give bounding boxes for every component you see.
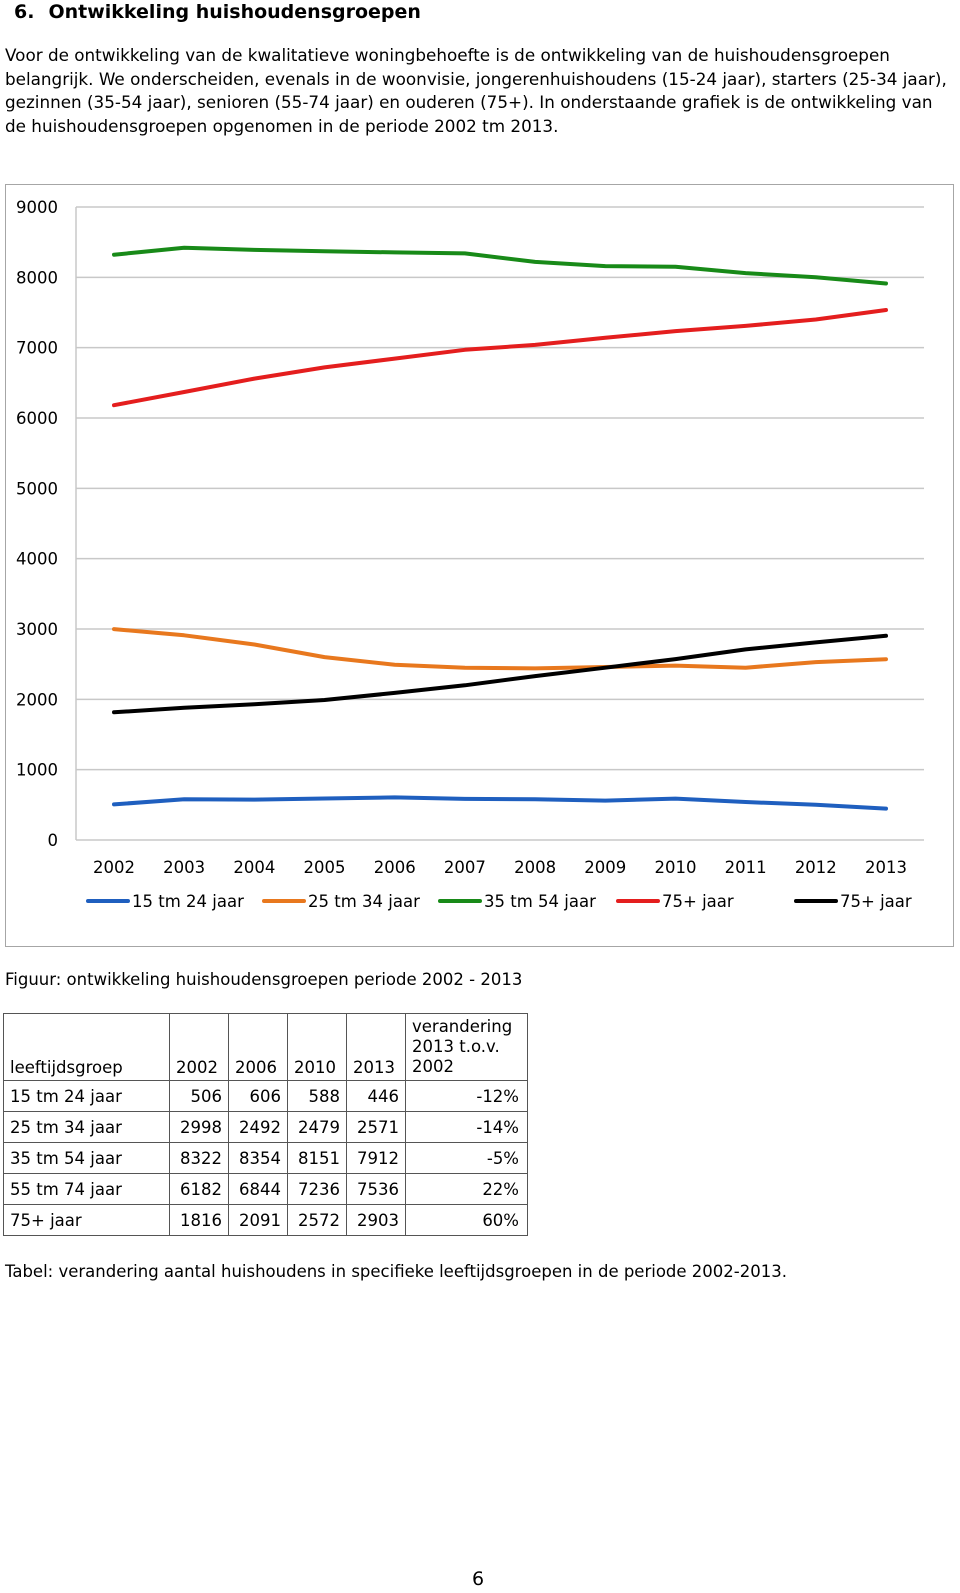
y-tick-label: 9000 <box>16 198 58 217</box>
table-row <box>4 1081 528 1112</box>
cell-verandering: 60% <box>406 1205 528 1236</box>
table-row <box>4 1112 528 1143</box>
households-table <box>3 1013 528 1236</box>
header-verandering: verandering 2013 t.o.v. 2002 <box>406 1014 528 1081</box>
y-tick-label: 7000 <box>16 338 58 358</box>
x-tick-label: 2005 <box>303 858 346 877</box>
cell-verandering: -14% <box>406 1112 528 1143</box>
cell-leeftijdsgroep: 15 tm 24 jaar <box>4 1081 170 1112</box>
y-tick-label: 6000 <box>16 409 58 428</box>
table-row <box>4 1174 528 1205</box>
table-caption: Tabel: verandering aantal huishoudens in specifieke leeftijdsgroepen in de periode 2002-2013. <box>5 1262 787 1281</box>
cell-value: 2571 <box>347 1112 406 1143</box>
legend-label-3: 75+ jaar <box>662 892 734 911</box>
legend-label-0: 15 tm 24 jaar <box>132 892 244 911</box>
cell-value: 2903 <box>347 1205 406 1236</box>
x-tick-label: 2003 <box>163 858 206 877</box>
section-number: 6. <box>14 1 35 23</box>
legend-label-2: 35 tm 54 jaar <box>484 892 596 911</box>
cell-value: 506 <box>170 1081 229 1112</box>
x-tick-label: 2011 <box>724 858 767 877</box>
y-tick-label: 4000 <box>16 549 58 569</box>
cell-value: 2572 <box>288 1205 347 1236</box>
cell-value: 8322 <box>170 1143 229 1174</box>
cell-value: 446 <box>347 1081 406 1112</box>
y-tick-label: 1000 <box>16 760 58 780</box>
cell-value: 2479 <box>288 1112 347 1143</box>
section-title: Ontwikkeling huishoudensgroepen <box>48 1 421 23</box>
x-tick-label: 2012 <box>794 858 837 877</box>
cell-leeftijdsgroep: 55 tm 74 jaar <box>4 1174 170 1205</box>
x-tick-label: 2004 <box>233 858 276 877</box>
cell-value: 2998 <box>170 1112 229 1143</box>
y-tick-label: 5000 <box>16 479 58 499</box>
cell-leeftijdsgroep: 75+ jaar <box>4 1205 170 1236</box>
header-2006: 2006 <box>229 1014 288 1081</box>
cell-leeftijdsgroep: 25 tm 34 jaar <box>4 1112 170 1143</box>
cell-value: 6182 <box>170 1174 229 1205</box>
series-line-0 <box>114 797 886 808</box>
cell-value: 7536 <box>347 1174 406 1205</box>
cell-value: 7236 <box>288 1174 347 1205</box>
cell-value: 2492 <box>229 1112 288 1143</box>
header-2010: 2010 <box>288 1014 347 1081</box>
section-heading <box>14 0 421 24</box>
x-tick-label: 2009 <box>584 858 627 877</box>
y-tick-label: 2000 <box>16 690 58 710</box>
y-tick-label: 0 <box>47 831 58 850</box>
x-tick-label: 2006 <box>373 858 416 877</box>
cell-value: 6844 <box>229 1174 288 1205</box>
chart-svg <box>6 185 955 948</box>
cell-verandering: -12% <box>406 1081 528 1112</box>
x-tick-label: 2013 <box>865 858 907 877</box>
cell-value: 606 <box>229 1081 288 1112</box>
figure-caption: Figuur: ontwikkeling huishoudensgroepen periode 2002 - 2013 <box>5 970 523 989</box>
line-chart <box>5 184 954 947</box>
x-tick-label: 2002 <box>93 858 135 877</box>
table-row <box>4 1143 528 1174</box>
header-2013: 2013 <box>347 1014 406 1081</box>
series-line-2 <box>114 248 886 284</box>
legend-label-4: 75+ jaar <box>840 892 912 911</box>
x-tick-label: 2010 <box>654 858 697 877</box>
page-number: 6 <box>472 1568 485 1590</box>
series-line-3 <box>114 310 886 405</box>
x-tick-label: 2008 <box>514 858 557 877</box>
table-row <box>4 1205 528 1236</box>
header-leeftijdsgroep: leeftijdsgroep <box>4 1014 170 1081</box>
y-tick-label: 8000 <box>16 268 58 288</box>
cell-value: 7912 <box>347 1143 406 1174</box>
cell-verandering: 22% <box>406 1174 528 1205</box>
cell-value: 2091 <box>229 1205 288 1236</box>
cell-leeftijdsgroep: 35 tm 54 jaar <box>4 1143 170 1174</box>
cell-verandering: -5% <box>406 1143 528 1174</box>
legend-label-1: 25 tm 34 jaar <box>308 892 420 911</box>
cell-value: 588 <box>288 1081 347 1112</box>
cell-value: 8151 <box>288 1143 347 1174</box>
y-tick-label: 3000 <box>16 620 58 639</box>
cell-value: 8354 <box>229 1143 288 1174</box>
intro-paragraph: Voor de ontwikkeling van de kwalitatieve woningbehoefte is de ontwikkeling van de huishoudensgroepen belangrijk. We onderscheiden, evenals in de woonvisie, jongerenhuishoudens (15-24 jaar), starters (25-34 jaar), gezinnen (35-54 jaar), senioren (55-74 jaar) en ouderen (75+). In onderstaande grafiek is de ontwikkeling van de huishoudensgroepen opgenomen in de periode 2002 tm 2013. <box>5 45 947 136</box>
x-tick-label: 2007 <box>443 858 486 877</box>
header-2002: 2002 <box>170 1014 229 1081</box>
cell-value: 1816 <box>170 1205 229 1236</box>
series-line-4 <box>114 636 886 713</box>
table-header-row <box>4 1014 528 1081</box>
